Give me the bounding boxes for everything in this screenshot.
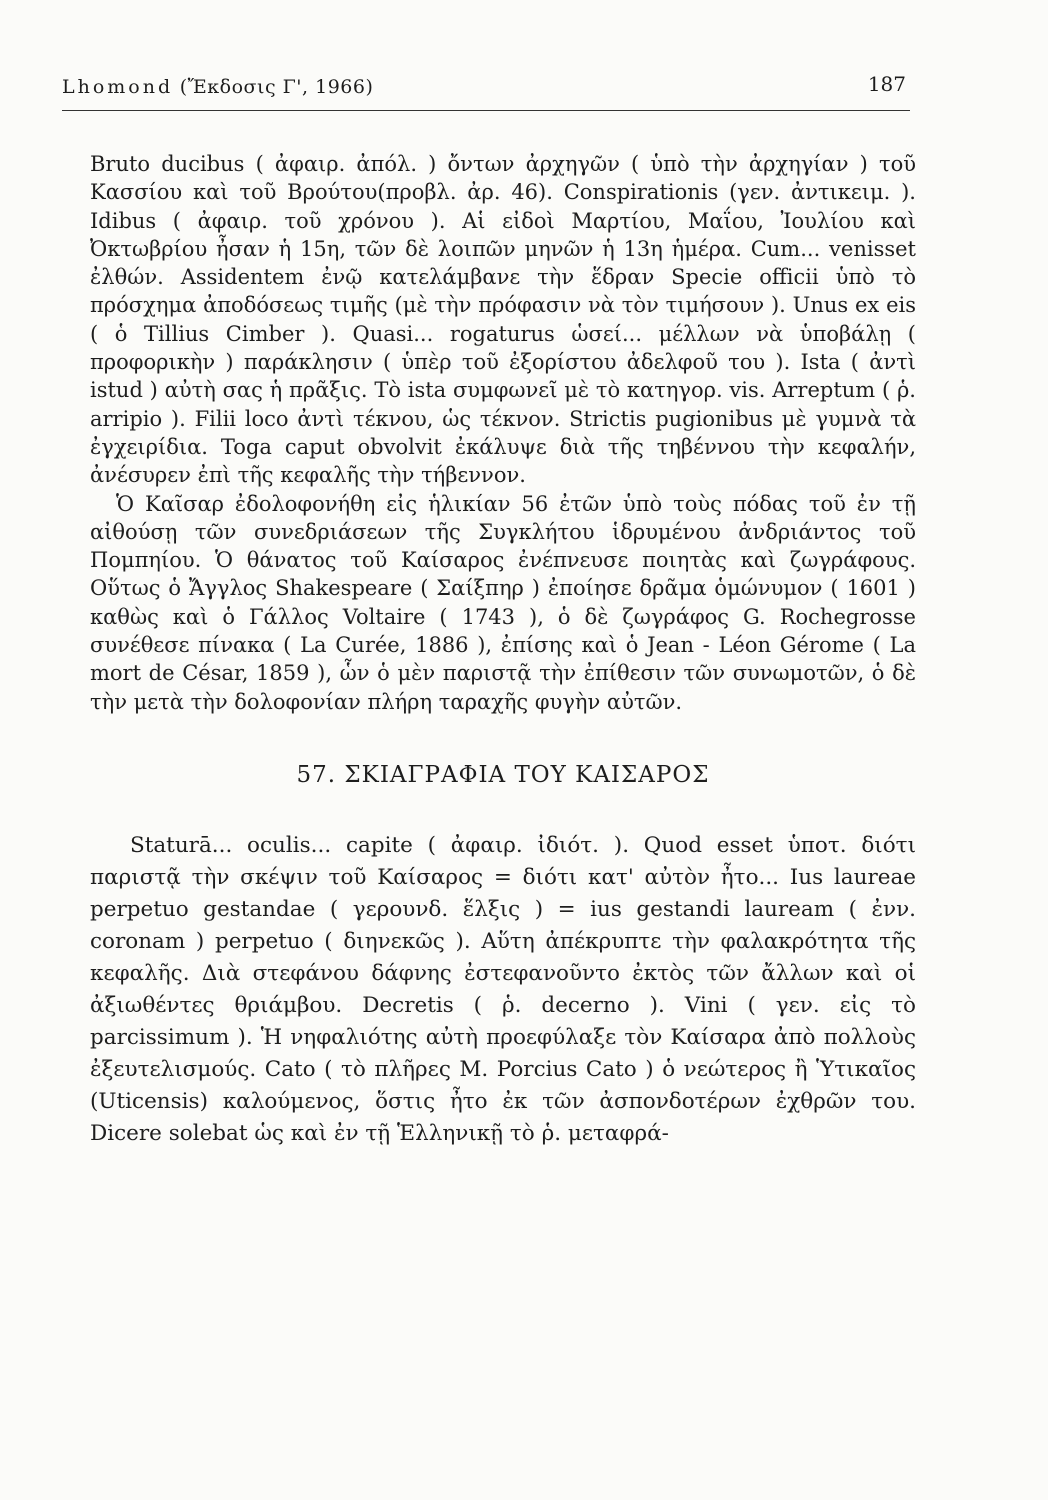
running-header bbox=[62, 72, 910, 111]
section-paragraph-text: Staturā... oculis... capite ( ἀφαιρ. ἰδιότ. ). Quod esset ὑποτ. διότι παριστᾷ τὴν σκέψιν τοῦ Καίσαρος = διότι κατ' αὐτὸν ἦτο... Ius laureae perpetuo gestandae ( γερουνδ. ἕλξις ) = ius gestandi lauream ( ἐνν. coronam ) perpetuo ( διηνεκῶς ). Αὕτη ἀπέκρυπτε τὴν φαλακρότητα τῆς κεφαλῆς. Διὰ στεφάνου δάφνης ἐστεφανοῦντο ἐκτὸς τῶν ἄλλων καὶ οἱ ἀξιωθέντες θριάμβου. Decretis ( ῥ. decerno ). Vini ( γεν. εἰς τὸ parcissimum ). Ἡ νηφαλιότης αὐτὴ προεφύλαξε τὸν Καίσαρα ἀπὸ πολλοὺς ἐξευτελισμούς. Cato ( τὸ πλῆρες M. Porcius Cato ) ὁ νεώτερος ἢ Ὑτικαῖος (Uticensis) καλούμενος, ὅστις ἦτο ἐκ τῶν ἀσπονδοτέρων ἐχθρῶν του. Dicere solebat ὡς καὶ ἐν τῇ Ἑλληνικῇ τὸ ῥ. μεταφρά- bbox=[90, 832, 916, 1146]
paragraph-commentary: Bruto ducibus ( ἀφαιρ. ἀπόλ. ) ὄντων ἀρχηγῶν ( ὑπὸ τὴν ἀρχηγίαν ) τοῦ Κασσίου καὶ τοῦ Βρούτου(προβλ. ἀρ. 46). Conspirationis (γεν. ἀντικειμ. ). Idibus ( ἀφαιρ. τοῦ χρόνου ). Αἱ εἰδοὶ Μαρτίου, Μαΐου, Ἰουλίου καὶ Ὀκτωβρίου ἦσαν ἡ 15η, τῶν δὲ λοιπῶν μηνῶν ἡ 13η ἡμέρα. Cum... venisset ἐλθών. Assidentem ἐνῷ κατελάμβανε τὴν ἕδραν Specie officii ὑπὸ τὸ πρόσχημα ἀποδόσεως τιμῆς (μὲ τὴν πρόφασιν νὰ τὸν τιμήσουν ). Unus ex eis ( ὁ Tillius Cimber ). Quasi... rogaturus ὡσεί... μέλλων νὰ ὑποβάλῃ ( προφορικὴν ) παράκλησιν ( ὑπὲρ τοῦ ἐξορίστου ἀδελφοῦ του ). Ista ( ἀντὶ istud ) αὐτὴ σας ἡ πρᾶξις. Τὸ ista συμφωνεῖ μὲ τὸ κατηγορ. vis. Arreptum ( ῥ. arripio ). Filii loco ἀντὶ τέκνου, ὡς τέκνον. Strictis pugionibus μὲ γυμνὰ τὰ ἐγχειρίδια. Toga caput obvolvit ἐκάλυψε διὰ τῆς τηβέννου τὴν κεφαλήν, ἀνέσυρεν ἐπὶ τῆς κεφαλῆς τὴν τήβεννον. bbox=[90, 152, 916, 488]
header-edition: (Ἔκδοσις Γ', 1966) bbox=[179, 76, 374, 98]
paragraph-section-commentary bbox=[90, 830, 916, 1150]
section-heading: 57. ΣΚΙΑΓΡΑΦΙΑ ΤΟΥ ΚΑΙΣΑΡΟΣ bbox=[296, 761, 710, 788]
header-title bbox=[62, 76, 373, 98]
body-text bbox=[90, 150, 916, 1150]
header-author: Lhomond bbox=[62, 76, 174, 98]
page-number: 187 bbox=[867, 72, 906, 96]
paragraph-caesar-death: Ὁ Καῖσαρ ἐδολοφονήθη εἰς ἡλικίαν 56 ἐτῶν ὑπὸ τοὺς πόδας τοῦ ἐν τῇ αἰθούσῃ τῶν συνεδριάσεων τῆς Συγκλήτου ἱδρυμένου ἀνδριάντος τοῦ Πομπηίου. Ὁ θάνατος τοῦ Καίσαρος ἐνέπνευσε ποιητὰς καὶ ζωγράφους. Οὕτως ὁ Ἄγγλος Shakespeare ( Σαίξπηρ ) ἐποίησε δρᾶμα ὁμώνυμον ( 1601 ) καθὼς καὶ ὁ Γάλλος Voltaire ( 1743 ), ὁ δὲ ζωγράφος G. Rochegrosse συνέθεσε πίνακα ( La Curée, 1886 ), ἐπίσης καὶ ὁ Jean - Léon Gérome ( La mort de César, 1859 ), ὧν ὁ μὲν παριστᾷ τὴν ἐπίθεσιν τῶν συνωμοτῶν, ὁ δὲ τὴν μετὰ τὴν δολοφονίαν πλήρη ταραχῆς φυγὴν αὐτῶν. bbox=[90, 491, 916, 714]
